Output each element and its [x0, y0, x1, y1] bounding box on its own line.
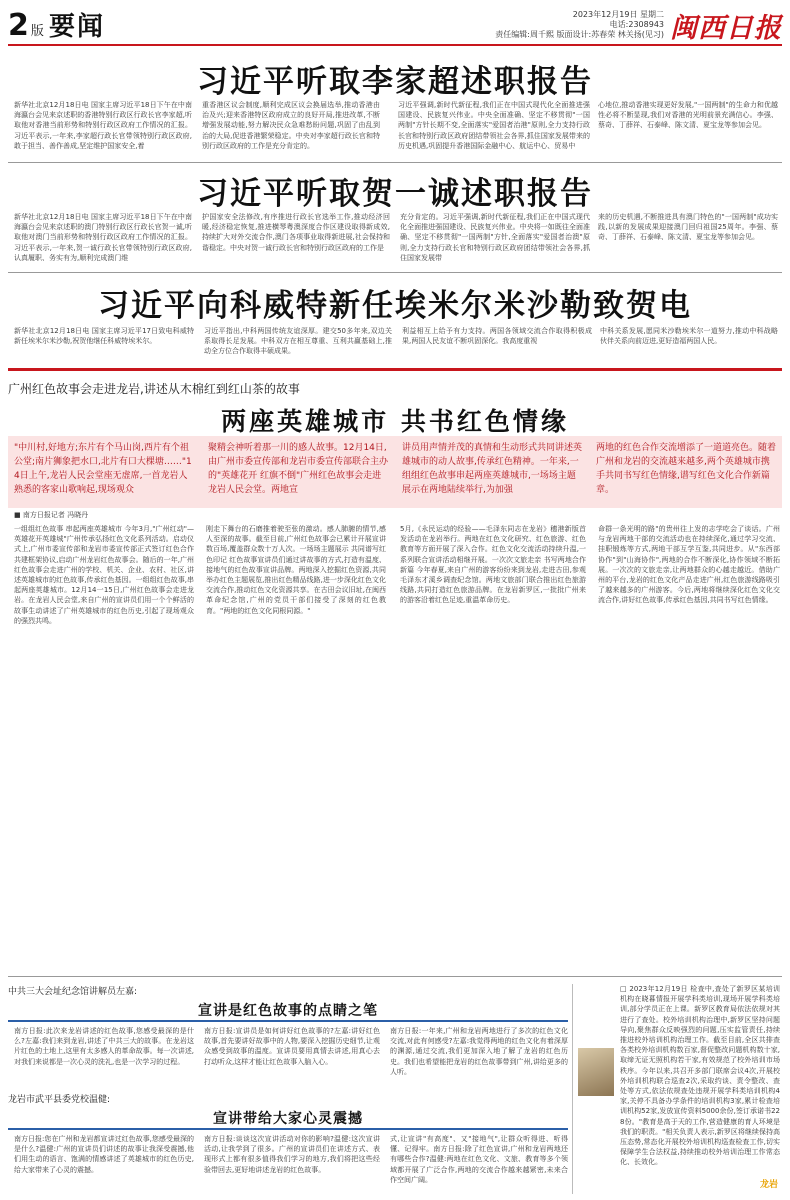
story3-col1: 新华社北京12月18日电 国家主席习近平17日致电科威特新任埃米尔米沙勒,祝贺他继任科威特埃米尔。	[14, 327, 194, 346]
masthead-rule	[8, 44, 782, 46]
sub1-col3: 南方日报:一年来,广州和龙岩两地进行了多次的红色文化交流,对此有何感受?左嘉:我觉得两地的红色文化有着深厚的渊源,通过交流,我们更加深入地了解了龙岩的红色历史。我们也希望能把龙岩的红色故事带到广州,讲给更多的人听。	[390, 1027, 568, 1076]
feature-rule	[8, 976, 782, 977]
sidebar-text: □ 2023年12月19日 检查中,查处了新罗区某培训机构在晓暮情报开展学科类培训,现场开展学科类培训,部分学员正在上课。新罗区教育局依法依规对其进行了查处。校外培训机构治理中,新罗区坚持问题导向,聚焦群众反映强烈的问题,压实监管责任,持续推进校外培训机构治理工作。截至目前,全区共排查各类校外培训机构数百家,督促整改问题机构数十家,取缔无证无照机构若干家,有效规范了校外培训市场秩序。今年以来,共召开多部门联席会议4次,开展校外培训机构联合巡查2次,采取约谈、责令整改、查处等方式,依法依规查处违规开展学科类培训机构4家,关停不具备办学条件的培训机构3家,累计检查培训机构52家,发放宣传资料5000余份,签订承诺书228份。"教育是高于天的工作,营造健康的育人环境是我们的职责。"相关负责人表示,新罗区将继续保持高压态势,常态化开展校外培训机构巡查检查工作,切实保障学生合法权益,持续推动校外培训治理工作常态化、长效化。	[620, 985, 780, 1167]
sub1-kicker: 中共三大会址纪念馆讲解员左嘉:	[8, 987, 138, 997]
feature-byline: ■ 南方日报记者 冯晓丹	[14, 511, 89, 519]
feature-lede-2: 聚精会神听着那一川的感人故事。12月14日,由广州市委宣传部和龙岩市委宣传部联合主办的"英雄花开 红旗不倒"广州红色故事会走进龙岩人民会堂。两地宣	[208, 443, 389, 495]
sub2-title: 宣讲带给大家心灵震撼	[213, 1111, 363, 1127]
sidebar-photo	[578, 1048, 614, 1096]
edition-number: 2	[8, 8, 29, 43]
sub2-bar	[8, 1128, 568, 1130]
masthead	[8, 6, 782, 42]
story2-col2: 护国家安全法修改,有序推进行政长官选举工作,推动经济回暖,经济稳定恢复,推进横琴粤澳深度合作区建设取得新成效,持续扩大对外交流合作,澳门各项事业取得新进展,社会保持和谐稳定。中央对贺一诚行政长官和特别行政区政府的工作是	[202, 213, 390, 252]
sub2-col2: 南方日报:谈谈这次宣讲活动对你的影响?温健:这次宣讲活动,让我学到了很多。广州的宣讲员们在讲述方式、表现形式上都有很多值得我们学习的地方,我们将把这些经验带回去,更好地讲述龙岩的红色故事。	[204, 1135, 380, 1174]
sub2-col3: 式,让宣讲"有高度"、又"接地气",让群众听得进、听得懂、记得牢。南方日报:除了红色宣讲,广州和龙岩两地还有哪些合作?温健:两地在红色文化、文旅、教育等多个领域都开展了广泛合作,两地的交流合作越来越紧密,未来合作空间广阔。	[390, 1135, 568, 1184]
sub1-title: 宣讲是红色故事的点睛之笔	[198, 1003, 378, 1019]
story1-rule	[8, 162, 782, 163]
editor-line: 责任编辑:周千熙 版面设计:苏春荣 林关扬(见习)	[495, 30, 664, 39]
feature-lede-4: 两地的红色合作交流增添了一道道亮色。随着广州和龙岩的交流越来越多,两个英雄城市携手共同书写红色情缘,谱写红色文化合作新篇章。	[596, 443, 777, 495]
story3-headline: 习近平向科威特新任埃米尔米沙勒致贺电	[98, 288, 692, 324]
section-divider	[8, 368, 782, 371]
story2-col4: 来的历史机遇,不断推进具有澳门特色的"一国两制"成功实践,以新的发展成果迎接澳门回归祖国25周年。李强、蔡奇、丁薛祥、石泰峰、陈文清、夏宝龙等参加会见。	[598, 213, 778, 242]
feature-col1: 一组组红色故事 串起两座英雄城市 今年3月,"广州红动"—英雄花开英雄城"广州传承弘扬红色文化系列活动。启动仪式上,广州市委宣传部和龙岩市委宣传部正式签订红色合作共建框架协议,启动广州龙岩红色故事会。随后的一年,广州红色故事会走进广州的学校、机关、企业、农村、社区,讲述英雄城市的红色故事,传承红色基因。一组组红色故事,串起两座英雄城市。12月14一15日,广州红色故事会走进龙岩。在龙岩人民会堂,来自广州的宣讲员们用一个个鲜活的故事生动讲述了广州英雄城市的红色历史,引起了现场观众的强烈共鸣。	[14, 525, 194, 625]
story1-headline: 习近平听取李家超述职报告	[197, 64, 593, 100]
feature-col2: 刚走下舞台的石磨推着驶至张的激动。感人肺腑的情节,感人至深的故事。截至目前,广州红色故事会已累计开展宣讲数百场,覆盖群众数十万人次。一场场主题展示 共同谱写红色印记 红色故事宣讲员们通过讲故事的方式,打造有温度、接地气的红色故事宣讲品牌。两地深入挖掘红色资源,共同举办红色主题展览,推出红色精品线路,进一步深化红色文化交流合作,推动红色文化资源共享。在古田会议旧址,在闽西革命纪念馆,广州的党员干部们接受了深刻的红色教育。"两地的红色文化同根同源。"	[206, 525, 386, 615]
newspaper-logo: 闽西日报	[670, 13, 782, 44]
masthead-meta	[495, 10, 664, 40]
feature-lede-1: "中川村,好地方;东片有个马山岗,西片有个祖公堂;南片狮象把水口,北片有口大棵塘……"14日上午,龙岩人民会堂座无虚席,一首龙岩人熟悉的客家山歌响起,现场观众	[14, 443, 192, 495]
section-name: 要闻	[48, 12, 105, 42]
feature-col4: 命群一条光明的路"的贵州往上发的志学吃会了谈话。广州与龙岩两地干部的交流活动也在持续深化,通过学习交流、挂职锻炼等方式,两地干部互学互鉴,共同进步。从"东西部协作"到"山海协作",两地的合作不断深化,协作领域不断拓展。一次次的文旅走亲,让两地群众的心越走越近。借助广州的平台,龙岩的红色文化产品走进广州,红色旅游线路吸引了越来越多的广州游客。今后,两地将继续深化红色文化交流合作,讲好红色故事,传承红色基因,共同书写红色情缘。	[598, 525, 780, 605]
story1-col2: 重香港区议会制度,顺利完成区议会换届选举,推动香港由治及兴;迎来香港特区政府成立的良好开局,推进改革,不断增强发展动能,努力解决民众急难愁盼问题,巩固了由乱到治的大局,促进香港繁荣稳定。中央对李家超行政长官和特别行政区政府的工作是充分肯定的。	[202, 101, 380, 150]
watermark-stamp: 龙岩	[759, 1180, 778, 1190]
story2-col1: 新华社北京12月18日电 国家主席习近平18日下午在中南海瀛台会见来京述职的澳门特别行政区行政长官贺一诚,听取他对澳门当前形势和特别行政区政府工作情况的汇报。习近平表示,一年来,贺一诚行政长官带领特别行政区政府,认真履职、务实有为,顺利完成澳门维	[14, 213, 192, 262]
story1-col1: 新华社北京12月18日电 国家主席习近平18日下午在中南海瀛台会见来京述职的香港特别行政区行政长官李家超,听取他对香港当前形势和特别行政区政府工作情况的汇报。习近平表示,一年来,李家超行政长官带领特别行政区政府,敢于担当、善作善成,坚定维护国家安全,着	[14, 101, 192, 150]
sub1-bar	[8, 1020, 568, 1022]
story2-col3: 充分肯定的。习近平强调,新时代新征程,我们正在中国式现代化全面推进强国建设、民族复兴伟业。中央将一如既往全面准确、坚定不移贯彻"一国两制"方针,全面落实"爱国者治澳"原则,全力支持行政长官和特别行政区政府团结带领社会各界,抓住国家发展带	[400, 213, 590, 262]
story1-col4: 心地位,推动香港实现更好发展,"一国两制"的生命力和优越性必将不断显现,我们对香港的光明前景充满信心。李强、蔡奇、丁薛祥、石泰峰、陈文清、夏宝龙等参加会见。	[598, 101, 778, 130]
story2-rule	[8, 272, 782, 273]
feature-title: 两座英雄城市 共书红色情缘	[221, 407, 569, 436]
sub2-kicker: 龙岩市武平县委党校温健:	[8, 1095, 111, 1105]
sub1-col2: 南方日报:宣讲员是如何讲好红色故事的?左嘉:讲好红色故事,首先要讲好故事中的人物,要深入挖掘历史细节,让观众感受到故事的温度。宣讲员要用真情去讲述,用真心去打动听众,这样才能让红色故事入脑入心。	[204, 1027, 380, 1066]
phone-line: 电话:2308943	[609, 20, 664, 29]
feature-col3: 5月,《永民运动的经验——毛泽东同志在龙岩》穗港新版首发活动在龙岩举行。两地在红色文化研究、红色旅游、红色教育等方面开展了深入合作。红色文化交流活动持续升温,一系列联合宣讲活动相继开展。一次次文旅走亲 书写两地合作新篇 今年春夏,来自广州的游客纷纷来到龙岩,走进古田,参观毛泽东才溪乡调查纪念馆。两地文旅部门联合推出红色旅游线路,共同打造红色旅游品牌。在龙岩新罗区,一批批广州来的游客沿着红色足迹,重温革命历史。	[400, 525, 586, 605]
story1-col3: 习近平强调,新时代新征程,我们正在中国式现代化全面推进强国建设、民族复兴伟业。中央全面准确、坚定不移贯彻"一国两制"方针长期不变,全面落实"爱国者治港"原则,全力支持行政长官和特别行政区政府团结带领社会各界,抓住国家发展带来的历史机遇,巩固提升香港国际金融中心、航运中心、贸易中	[398, 101, 590, 150]
story3-col4: 中科关系发展,愿同米沙勒埃米尔一道努力,推动中科战略伙伴关系向前迈进,更好造福两国人民。	[600, 327, 778, 346]
story3-col3: 利益相互上给予有力支持。两国各领域交流合作取得积极成果,两国人民友谊不断巩固深化。我高度重视	[402, 327, 592, 346]
sub2-col1: 南方日报:您在广州和龙岩都宣讲过红色故事,您感受最深的是什么?温健:广州的宣讲员们讲述的故事让我深受震撼,他们用生动的语言、饱满的情感讲述了英雄城市的红色历史,给大家带来了心灵的震撼。	[14, 1135, 194, 1174]
date-line: 2023年12月19日 星期二	[572, 10, 664, 19]
edition-suffix: 版	[30, 24, 44, 39]
feature-kicker: 广州红色故事会走进龙岩,讲述从木棉红到红山茶的故事	[8, 382, 300, 396]
edition-label	[8, 6, 105, 43]
story2-headline: 习近平听取贺一诚述职报告	[197, 176, 593, 212]
story3-col2: 习近平指出,中科两国传统友谊深厚。建交50多年来,双边关系取得长足发展。中科双方在相互尊重、互利共赢基础上,推动全方位合作取得丰硕成果。	[204, 327, 392, 356]
sidebar-divider	[572, 984, 573, 1194]
feature-lede-3: 讲员用声情并茂的真情和生动形式共同讲述英雄城市的动人故事,传承红色精神。一年来,一组组红色故事串起两座英雄城市,一场场主题展示在两地陆续举行,为加强	[402, 443, 583, 495]
sub1-col1: 南方日报:此次来龙岩讲述的红色故事,您感受最深的是什么?左嘉:我们来到龙岩,讲述了中共三大的故事。在龙岩这片红色的土地上,这里有太多感人的革命故事。每一次讲述,对我们来说都是一次心灵的洗礼,也是一次学习的过程。	[14, 1027, 194, 1066]
